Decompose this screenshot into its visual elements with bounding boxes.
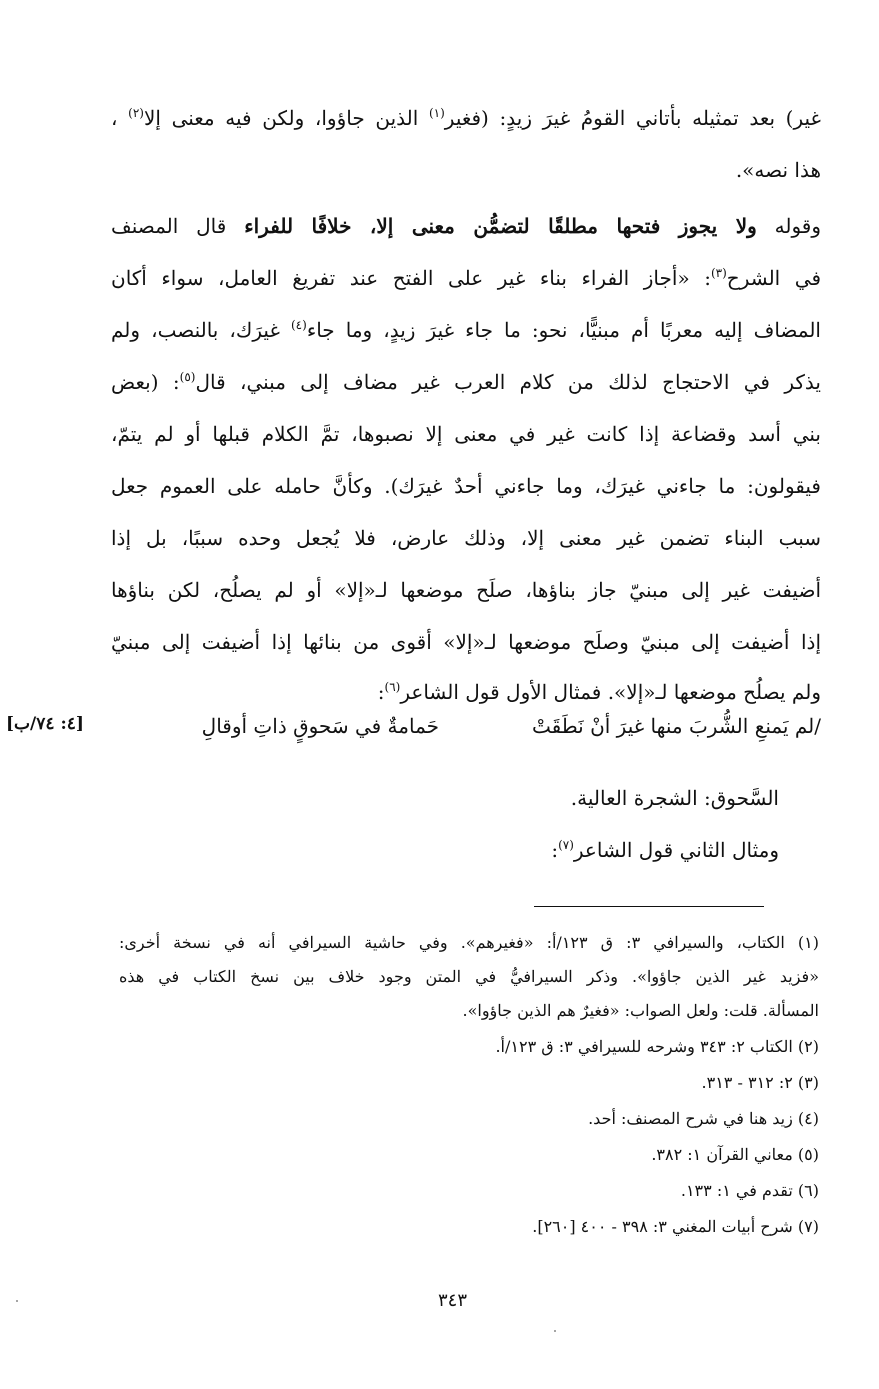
text-span: يذكر في الاحتجاج لذلك من كلام العرب غير مضاف إلى مبني، قال	[195, 370, 821, 394]
verse-hemistich-first: /لم يَمنعِ الشُّربَ منها غيرَ أنْ نَطَقَتْ	[531, 714, 821, 738]
verse-hemistich-second: حَمامةٌ في سَحوقٍ ذاتِ أوقالِ	[201, 714, 439, 738]
text-span: ،	[111, 106, 118, 130]
text-line	[111, 208, 821, 244]
text-span: غيرَك، بالنصب، ولم	[111, 318, 280, 342]
text-span: :	[377, 680, 385, 704]
footnote-1-line: المسألة. قلت: ولعل الصواب: «فغيرٌ هم الذين جاؤوا».	[462, 1001, 819, 1020]
footnote-2: (٢) الكتاب ٢: ٣٤٣ وشرحه للسيرافي ٣: ق ١٢٣/أ.	[495, 1037, 819, 1056]
footnote-7: (٧) شرح أبيات المغني ٣: ٣٩٨ - ٤٠٠ [٢٦٠].	[532, 1217, 819, 1236]
text-span: ومثال الثاني قول الشاعر	[573, 838, 779, 862]
text-span: غير) بعد تمثيله بأتاني القومُ غيرَ زيدٍ: (فغير	[444, 106, 822, 130]
footnote-ref[interactable]: (٣)	[710, 266, 727, 280]
folio-marker: [٤: ٧٤/ب]	[6, 714, 84, 734]
text-span: ولم يصلُح موضعها لـ«إلا». فمثال الأول قول الشاعر	[400, 680, 821, 704]
footnote-4: (٤) زيد هنا في شرح المصنف: أحد.	[588, 1109, 819, 1128]
text-span: المضاف إليه معربًا أم مبنيًّا، نحو: ما جاء غيرَ زيدٍ، وما جاء	[306, 318, 821, 342]
text-line: إذا أضيفت إلى مبنيّ وصلَح موضعها لـ«إلا» أقوى من بنائها إذا أضيفت إلى مبنيّ	[111, 630, 821, 654]
text-line	[111, 364, 821, 400]
text-span: : (بعض	[111, 370, 180, 394]
text-line	[111, 100, 821, 136]
text-line	[111, 674, 821, 710]
page-number: ٣٤٣	[438, 1290, 468, 1311]
footnote-separator	[534, 906, 764, 907]
footnote-1-line: (١) الكتاب، والسيرافي ٣: ق ١٢٣/أ: «فغيرهم». وفي حاشية السيرافي أنه في نسخة أخرى:	[119, 933, 820, 952]
text-line	[111, 260, 821, 296]
footnote-ref[interactable]: (٢)	[128, 106, 144, 120]
text-span: : «أجاز الفراء بناء غير على الفتح عند تفريغ العامل، سواء أكان	[111, 266, 711, 290]
footnote-5: (٥) معاني القرآن ١: ٣٨٢.	[651, 1145, 819, 1164]
footnote-ref[interactable]: (٤)	[290, 318, 307, 332]
quoted-rule-bold: ولا يجوز فتحها مطلقًا لتضمُّن معنى إلا، خلافًا للفراء	[244, 214, 757, 238]
text-span: في الشرح	[726, 266, 822, 290]
gloss-line: السَّحوق: الشجرة العالية.	[570, 786, 779, 810]
footnote-3: (٣) ٢: ٣١٢ - ٣١٣.	[701, 1073, 819, 1092]
footnote-6: (٦) تقدم في ١: ١٣٣.	[680, 1181, 819, 1200]
text-span: وقوله	[774, 214, 822, 238]
footnote-1-line: «فزيد غير الذين جاؤوا». وذكر السيرافيُّ في المتن وجود خلاف بين نسخ الكتاب في هذه	[119, 967, 819, 986]
footnote-ref[interactable]: (١)	[428, 106, 445, 120]
text-line: بني أسد وقضاعة إذا كانت غير في معنى إلا نصبوها، تمَّ الكلام قبلها أو لم يتمّ،	[111, 422, 821, 446]
text-line: أضيفت غير إلى مبنيّ جاز بناؤها، صلَح موضعها لـ«إلا» أو لم يصلُح، لكن بناؤها	[111, 578, 821, 602]
footnote-ref[interactable]: (٦)	[384, 680, 401, 694]
text-line: فيقولون: ما جاءني غيرَك، وما جاءني أحدٌ غيرَك). وكأنَّ حامله على العموم جعل	[111, 474, 821, 498]
text-line: سبب البناء تضمن غير معنى إلا، وذلك عارض، فلا يُجعل وحده سببًا، بل إذا	[111, 526, 821, 550]
scan-speck	[16, 1300, 18, 1302]
text-line	[551, 832, 779, 868]
text-line	[111, 312, 821, 348]
text-line: هذا نصه».	[735, 158, 821, 182]
text-span: الذين جاؤوا، ولكن فيه معنى إلا	[143, 106, 419, 130]
footnote-ref[interactable]: (٥)	[179, 370, 196, 384]
footnote-ref[interactable]: (٧)	[558, 838, 574, 852]
text-span: :	[551, 838, 559, 862]
text-span: قال المصنف	[111, 214, 227, 238]
scan-speck	[554, 1330, 556, 1332]
